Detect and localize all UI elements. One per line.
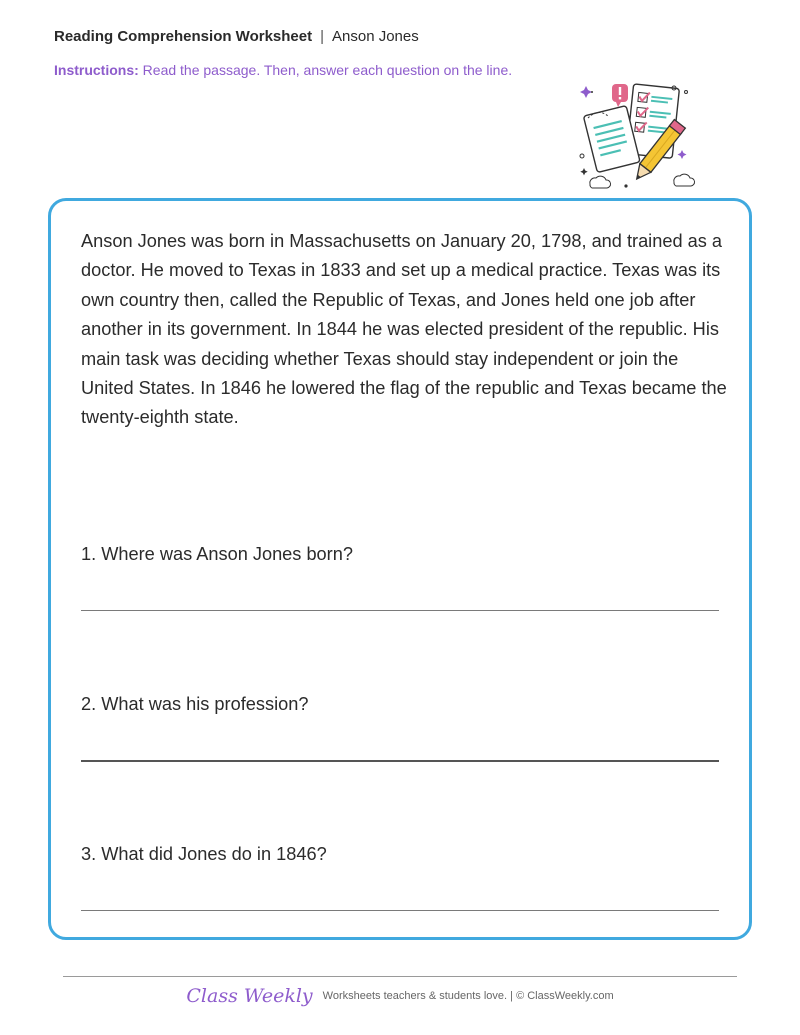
question-3: 3. What did Jones do in 1846? — [81, 844, 327, 864]
instructions-label: Instructions: — [54, 62, 139, 78]
footer-divider — [63, 976, 737, 977]
answer-line-2[interactable] — [81, 760, 719, 762]
brand-logo: Class Weekly — [186, 985, 313, 1007]
worksheet-subject: Anson Jones — [332, 28, 419, 45]
checklist-pencil-icon — [574, 78, 700, 196]
footer-tagline: Worksheets teachers & students love. | © ClassWeekly.com — [322, 990, 614, 1002]
instructions — [54, 60, 524, 81]
passage-text: Anson Jones was born in Massachusetts on January 20, 1798, and trained as a doctor. He moved to Texas in 1833 and set up a medical practice. Texas was its own country then, called the Republic of Texas, and Jones held one job after another in its government. In 1844 he was elected president of the republic. His main task was deciding whether Texas should stay independent or join the United States. In 1846 he lowered the flag of the republic and Texas became the twenty-eighth state. — [81, 231, 727, 428]
question-2: 2. What was his profession? — [81, 694, 309, 714]
footer — [0, 985, 800, 1007]
answer-line-1[interactable] — [81, 610, 719, 611]
passage-card — [48, 198, 752, 940]
instructions-text: Read the passage. Then, answer each question on the line. — [142, 62, 513, 78]
title-separator: | — [320, 28, 325, 45]
worksheet-title — [54, 28, 419, 45]
worksheet-type: Reading Comprehension Worksheet — [54, 28, 313, 45]
answer-line-3[interactable] — [81, 910, 719, 911]
question-1: 1. Where was Anson Jones born? — [81, 544, 353, 564]
